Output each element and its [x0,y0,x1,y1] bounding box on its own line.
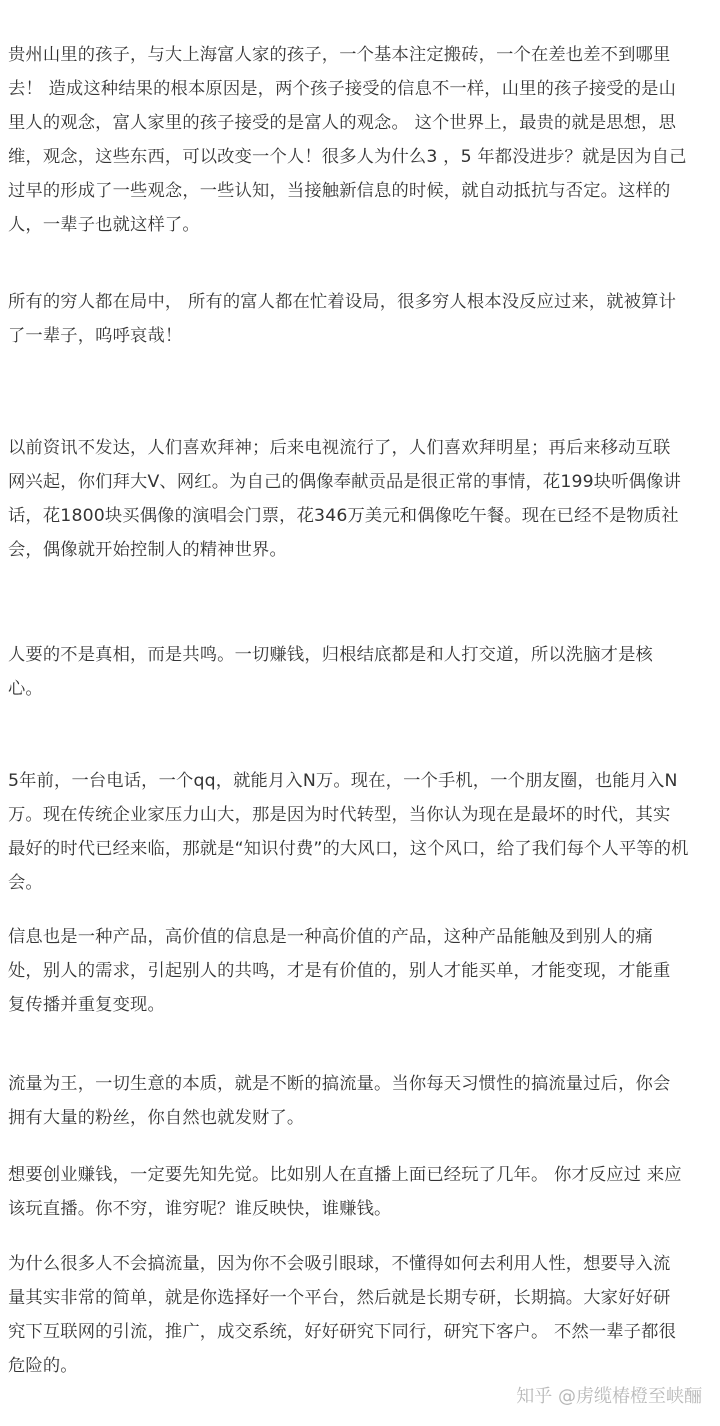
text-line: 网兴起，你们拜大V、网红。为自己的偶像奉献贡品是很正常的事情，花199块听偶像讲 [8,472,681,492]
text-line: 了一辈子，呜呼哀哉！ [8,326,183,346]
text-line: 去！ 造成这种结果的根本原因是，两个孩子接受的信息不一样，山里的孩子接受的是山 [8,79,677,99]
text-line: 流量为王，一切生意的本质，就是不断的搞流量。当你每天习惯性的搞流量过后，你会 [8,1074,671,1094]
paragraph-7 [8,1067,720,1135]
paragraph-3 [8,431,720,567]
paragraph-8 [8,1158,720,1226]
text-line: 心。 [8,679,43,699]
text-line: 以前资讯不发达，人们喜欢拜神；后来电视流行了，人们喜欢拜明星；再后来移动互联 [8,438,671,458]
text-line: 5年前，一台电话，一个qq，就能月入N万。现在，一个手机，一个朋友圈，也能月入N [8,771,678,791]
text-line: 里人的观念，富人家里的孩子接受的是富人的观念。 这个世界上，最贵的就是思想，思 [8,113,677,133]
text-line: 最好的时代已经来临，那就是“知识付费”的大风口，这个风口，给了我们每个人平等的机 [8,839,689,859]
text-line: 维，观念，这些东西，可以改变一个人！很多人为什么3 ，5 年都没进步？就是因为自己 [8,147,687,167]
paragraph-4 [8,638,720,706]
text-line: 会。 [8,873,43,893]
paragraph-2 [8,285,720,353]
zhihu-watermark: 知乎 @虏缆椿橙至峡酾 [516,1386,702,1407]
paragraph-1 [8,38,720,242]
text-line: 危险的。 [8,1356,78,1376]
text-line: 为什么很多人不会搞流量，因为你不会吸引眼球，不懂得如何去利用人性，想要导入流 [8,1254,671,1274]
text-line: 究下互联网的引流，推广，成交系统，好好研究下同行，研究下客户。 不然一辈子都很 [8,1322,677,1342]
paragraph-5 [8,764,720,900]
text-line: 信息也是一种产品，高价值的信息是一种高价值的产品，这种产品能触及到别人的痛 [8,927,653,947]
text-line: 所有的穷人都在局中， 所有的富人都在忙着设局，很多穷人根本没反应过来，就被算计 [8,292,677,312]
text-line: 会，偶像就开始控制人的精神世界。 [8,540,287,560]
paragraph-6 [8,920,720,1022]
text-line: 人，一辈子也就这样了。 [8,215,200,235]
text-line: 处，别人的需求，引起别人的共鸣，才是有价值的，别人才能买单，才能变现，才能重 [8,961,671,981]
text-line: 该玩直播。你不穷，谁穷呢？谁反映快，谁赚钱。 [8,1199,392,1219]
text-line: 拥有大量的粉丝，你自然也就发财了。 [8,1108,305,1128]
text-line: 话，花1800块买偶像的演唱会门票，花346万美元和偶像吃午餐。现在已经不是物质社 [8,506,679,526]
text-line: 复传播并重复变现。 [8,995,165,1015]
text-line: 贵州山里的孩子，与大上海富人家的孩子，一个基本注定搬砖，一个在差也差不到哪里 [8,45,671,65]
text-line: 想要创业赚钱，一定要先知先觉。比如别人在直播上面已经玩了几年。 你才反应过 来应 [8,1165,682,1185]
paragraph-9 [8,1247,720,1383]
text-line: 万。现在传统企业家压力山大，那是因为时代转型，当你认为现在是最坏的时代，其实 [8,805,671,825]
text-line: 人要的不是真相，而是共鸣。一切赚钱，归根结底都是和人打交道，所以洗脑才是核 [8,645,653,665]
text-line: 过早的形成了一些观念，一些认知，当接触新信息的时候，就自动抵抗与否定。这样的 [8,181,671,201]
text-line: 量其实非常的简单，就是你选择好一个平台，然后就是长期专研，长期搞。大家好好研 [8,1288,671,1308]
